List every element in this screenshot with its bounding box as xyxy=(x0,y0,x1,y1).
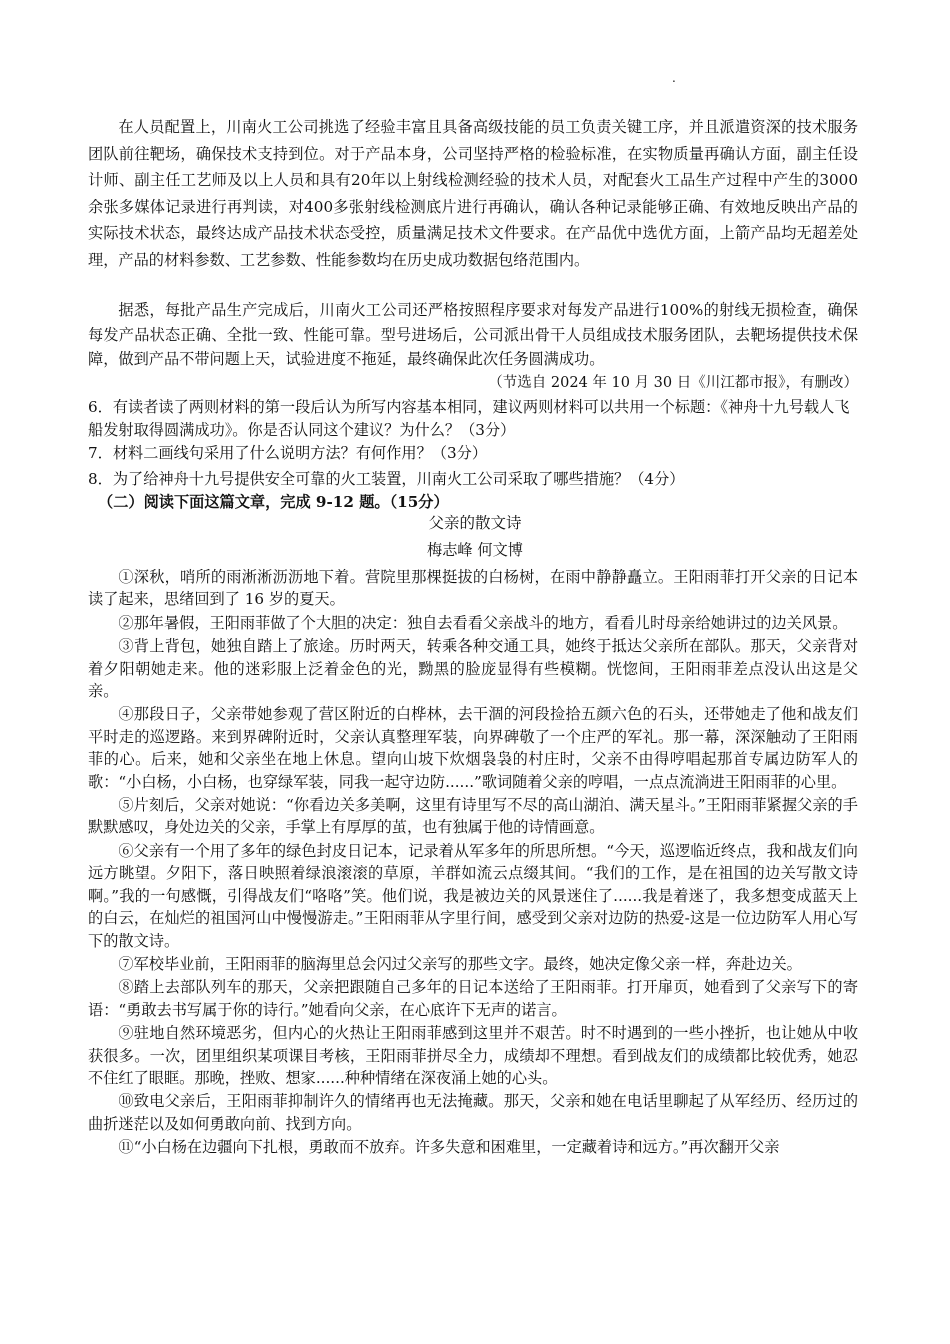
question-6: 6．有读者读了两则材料的第一段后认为所写内容基本相同，建议两则材料可以共用一个标题：《神舟十九号载人飞船发射取得圆满成功》。你是否认同这个建议？为什么？（3分） xyxy=(88,398,850,439)
material-paragraph-2: 据悉，每批产品生产完成后，川南火工公司还严格按照程序要求对每发产品进行100%的射线无损检查，确保每发产品状态正确、全批一致、性能可靠。型号进场后，公司派出骨干人员组成技术服务团队，去靶场提供技术保障，做到产品不带问题上天，试验进度不拖延，最终确保此次任务圆满成功。 xyxy=(88,301,858,369)
article-paragraph-5: ⑤片刻后，父亲对她说：“你看边关多美啊，这里有诗里写不尽的高山湖泊、满天星斗。”王阳雨菲紧握父亲的手默默感叹，身处边关的父亲，手掌上有厚厚的茧，也有独属于他的诗情画意。 xyxy=(88,796,858,837)
question-7: 7．材料二画线句采用了什么说明方法？有何作用？（3分） xyxy=(88,444,488,462)
article-paragraph-10: ⑩致电父亲后，王阳雨菲抑制许久的情绪再也无法掩藏。那天，父亲和她在电话里聊起了从军经历、经历过的曲折迷茫以及如何勇敢向前、找到方向。 xyxy=(88,1092,858,1133)
source-note: （节选自 2024 年 10 月 30 日《川江都市报》，有删改） xyxy=(488,375,858,391)
article-paragraph-11: ⑪“小白杨在边疆向下扎根，勇敢而不放弃。许多失意和困难里，一定藏着诗和远方。”再次翻开父亲 xyxy=(118,1138,780,1157)
article-paragraph-6: ⑥父亲有一个用了多年的绿色封皮日记本，记录着从军多年的所思所想。“今天，巡逻临近终点，我和战友们向远方眺望。夕阳下，落日映照着绿浪滚滚的草原，羊群如流云点缀其间。“我们的工作，是在祖国的边关写散文诗啊。”我的一句感慨，引得战友们“咯咯”笑。他们说，我是被边关的风景迷住了......我是着迷了，我多想变成蓝天上的白云，在灿烂的祖国河山中慢慢游走。”王阳雨菲从字里行间，感受到父亲对边防的热爱-这是一位边防军人用心写下的散文诗。 xyxy=(88,841,858,950)
article-body xyxy=(88,566,858,1160)
article-paragraph-4: ④那段日子，父亲带她参观了营区附近的白桦林，去干涸的河段捡拾五颜六色的石头，还带她走了他和战友们平时走的巡逻路。来到界碑附近时，父亲认真整理军装，向界碑敬了一个庄严的军礼。那一幕，深深触动了王阳雨菲的心。后来，她和父亲坐在地上休息。望向山坡下炊烟袅袅的村庄时，父亲不由得哼唱起那首专属边防军人的歌：“小白杨，小白杨，也穿绿军装，同我一起守边防......”歌词随着父亲的哼唱，一点点流淌进王阳雨菲的心里。 xyxy=(88,705,858,791)
article-paragraph-8: ⑧踏上去部队列车的那天，父亲把跟随自己多年的日记本送给了王阳雨菲。打开扉页，她看到了父亲写下的寄语：“勇敢去书写属于你的诗行。”她看向父亲，在心底许下无声的诺言。 xyxy=(88,978,858,1019)
material-paragraph-1: 在人员配置上，川南火工公司挑选了经验丰富且具备高级技能的员工负责关键工序，并且派遣资深的技术服务团队前往靶场，确保技术支持到位。对于产品本身，公司坚持严格的检验标准，在实物质量再确认方面，副主任设计师、副主任工艺师及以上人员和具有20年以上射线检测经验的技术人员，对配套火工品生产过程中产生的3000余张多媒体记录进行再判读，对400多张射线检测底片进行再确认，确认各种记录能够正确、有效地反映出产品的实际技术状态，最终达成产品技术状态受控，质量满足技术文件要求。在产品优中选优方面，上箭产品均无超差处理，产品的材料参数、工艺参数、性能参数均在历史成功数据包络范围内。 xyxy=(88,118,858,269)
page-mark: . xyxy=(672,71,676,85)
question-8: 8．为了给神舟十九号提供安全可靠的火工装置，川南火工公司采取了哪些措施？（4分） xyxy=(88,470,685,488)
article-paragraph-1: ①深秋，哨所的雨淅淅沥沥地下着。营院里那棵挺拔的白杨树，在雨中静静矗立。王阳雨菲打开父亲的日记本读了起来，思绪回到了 16 岁的夏天。 xyxy=(88,568,858,609)
article-paragraph-3: ③背上背包，她独自踏上了旅途。历时两天，转乘各种交通工具，她终于抵达父亲所在部队。那天，父亲背对着夕阳朝她走来。他的迷彩服上泛着金色的光，黝黑的脸庞显得有些模糊。恍惚间，王阳雨菲差点没认出这是父亲。 xyxy=(88,637,858,701)
article-title: 父亲的散文诗 xyxy=(428,514,522,532)
section-heading: （二）阅读下面这篇文章，完成 9-12 题。（15分） xyxy=(98,493,449,511)
article-paragraph-7: ⑦军校毕业前，王阳雨菲的脑海里总会闪过父亲写的那些文字。最终，她决定像父亲一样，奔赴边关。 xyxy=(118,954,802,973)
article-authors: 梅志峰 何文博 xyxy=(427,541,523,559)
article-paragraph-2: ②那年暑假，王阳雨菲做了个大胆的决定：独自去看看父亲战斗的地方，看看儿时母亲给她讲过的边关风景。 xyxy=(118,613,848,632)
article-paragraph-9: ⑨驻地自然环境恶劣，但内心的火热让王阳雨菲感到这里并不艰苦。时不时遇到的一些小挫折，也让她从中收获很多。一次，团里组织某项课目考核，王阳雨菲拼尽全力，成绩却不理想。看到战友们的成绩都比较优秀，她忍不住红了眼眶。那晚，挫败、想家......种种情绪在深夜涌上她的心头。 xyxy=(88,1024,858,1087)
